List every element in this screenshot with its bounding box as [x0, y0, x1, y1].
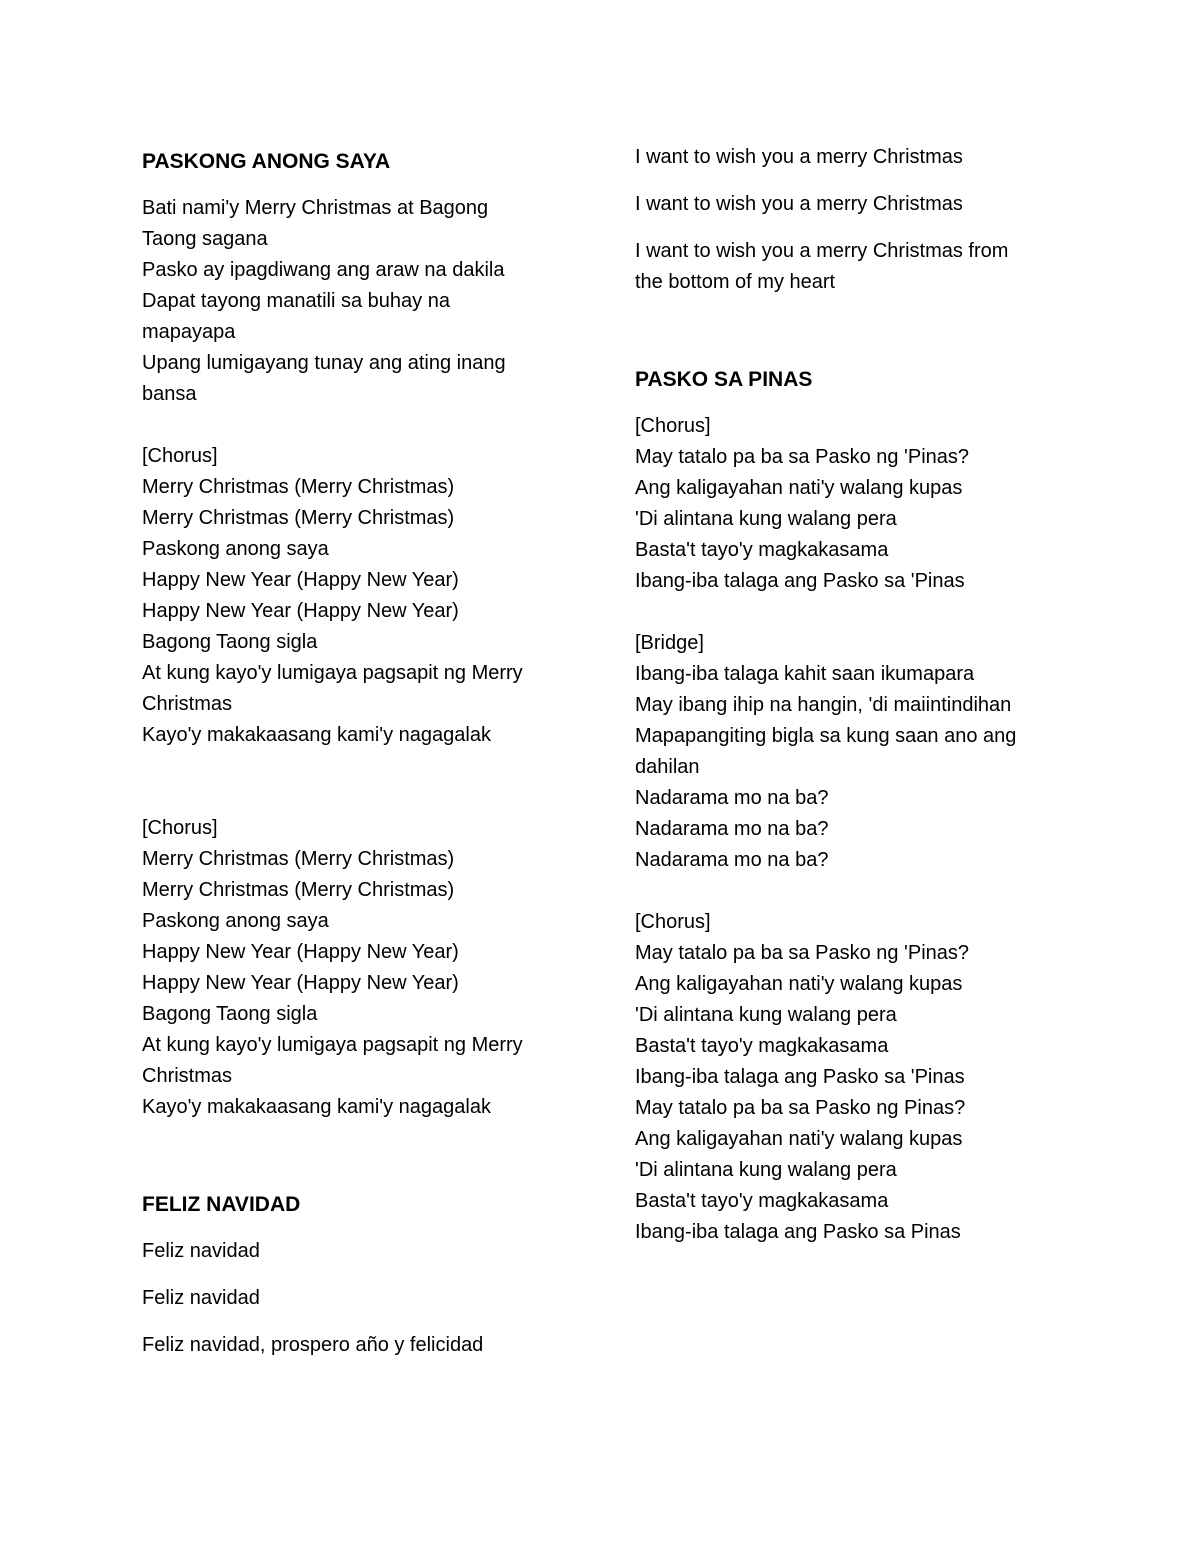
lyric-line: Bati nami'y Merry Christmas at Bagong [142, 197, 489, 219]
right-column [635, 142, 1075, 1248]
left-column [142, 146, 582, 1361]
lyric-line: Happy New Year (Happy New Year) [142, 941, 459, 963]
lyric-line: May tatalo pa ba sa Pasko ng 'Pinas? [635, 446, 970, 468]
lyric-line: Merry Christmas (Merry Christmas) [142, 848, 455, 870]
lyric-line: the bottom of my heart [635, 271, 836, 293]
lyric-line: Feliz navidad, prospero año y felicidad [142, 1334, 484, 1356]
lyric-line: Ibang-iba talaga ang Pasko sa 'Pinas [635, 1066, 965, 1088]
lyric-line: Ang kaligayahan nati'y walang kupas [635, 477, 963, 499]
lyric-line: bansa [142, 383, 197, 405]
lyric-line: [Chorus] [142, 817, 218, 839]
lyric-line: Nadarama mo na ba? [635, 818, 829, 840]
chorus-block [142, 441, 582, 751]
lyric-line: [Bridge] [635, 632, 704, 654]
lyric-line: Paskong anong saya [142, 538, 329, 560]
lyric-paragraph [635, 236, 1075, 298]
lyric-line: Merry Christmas (Merry Christmas) [142, 879, 455, 901]
lyric-line: Ibang-iba talaga kahit saan ikumapara [635, 663, 975, 685]
chorus-block [635, 907, 1075, 1248]
lyric-line: Ibang-iba talaga ang Pasko sa 'Pinas [635, 570, 965, 592]
lyric-line: Happy New Year (Happy New Year) [142, 600, 459, 622]
verse-block [142, 193, 582, 410]
lyric-line: 'Di alintana kung walang pera [635, 508, 897, 530]
lyric-line: Happy New Year (Happy New Year) [142, 972, 459, 994]
lyric-line: Happy New Year (Happy New Year) [142, 569, 459, 591]
lyric-line: 'Di alintana kung walang pera [635, 1004, 897, 1026]
lyric-line: I want to wish you a merry Christmas from [635, 240, 1009, 262]
lyric-line: Christmas [142, 1065, 233, 1087]
lyric-line: Taong sagana [142, 228, 268, 250]
song-title: PASKONG ANONG SAYA [142, 150, 391, 173]
lyric-line: mapayapa [142, 321, 236, 343]
lyric-line: Paskong anong saya [142, 910, 329, 932]
lyric-line: dahilan [635, 756, 700, 778]
lyric-line: I want to wish you a merry Christmas [635, 146, 963, 168]
lyric-line: At kung kayo'y lumigaya pagsapit ng Merry [142, 1034, 523, 1056]
lyric-line: Merry Christmas (Merry Christmas) [142, 507, 455, 529]
lyric-line: Basta't tayo'y magkakasama [635, 1035, 889, 1057]
chorus-block [142, 813, 582, 1123]
lyric-line: Bagong Taong sigla [142, 1003, 318, 1025]
chorus-block [635, 411, 1075, 597]
lyric-line: Kayo'y makakaasang kami'y nagagalak [142, 724, 491, 746]
bridge-block [635, 628, 1075, 876]
lyric-line: Nadarama mo na ba? [635, 787, 829, 809]
lyric-line: Mapapangiting bigla sa kung saan ano ang [635, 725, 1017, 747]
lyric-line: 'Di alintana kung walang pera [635, 1159, 897, 1181]
lyric-line: Pasko ay ipagdiwang ang araw na dakila [142, 259, 505, 281]
lyric-line: Christmas [142, 693, 233, 715]
lyric-line: Upang lumigayang tunay ang ating inang [142, 352, 506, 374]
lyric-line: Ang kaligayahan nati'y walang kupas [635, 973, 963, 995]
lyric-line: Dapat tayong manatili sa buhay na [142, 290, 450, 312]
lyric-line: [Chorus] [142, 445, 218, 467]
lyric-line: [Chorus] [635, 415, 711, 437]
lyric-line: Kayo'y makakaasang kami'y nagagalak [142, 1096, 491, 1118]
lyric-line: [Chorus] [635, 911, 711, 933]
lyric-line: At kung kayo'y lumigaya pagsapit ng Merry [142, 662, 523, 684]
lyric-line: Ang kaligayahan nati'y walang kupas [635, 1128, 963, 1150]
lyric-line: May tatalo pa ba sa Pasko ng Pinas? [635, 1097, 966, 1119]
lyric-line: Basta't tayo'y magkakasama [635, 1190, 889, 1212]
lyric-line: May ibang ihip na hangin, 'di maiintindihan [635, 694, 1012, 716]
lyric-line: Bagong Taong sigla [142, 631, 318, 653]
lyric-line: Ibang-iba talaga ang Pasko sa Pinas [635, 1221, 961, 1243]
lyric-line: May tatalo pa ba sa Pasko ng 'Pinas? [635, 942, 970, 964]
lyric-line: Feliz navidad [142, 1287, 260, 1309]
lyric-line: Merry Christmas (Merry Christmas) [142, 476, 455, 498]
lyric-line: Feliz navidad [142, 1240, 260, 1262]
song-title: FELIZ NAVIDAD [142, 1193, 301, 1216]
lyric-line: Nadarama mo na ba? [635, 849, 829, 871]
lyric-line: I want to wish you a merry Christmas [635, 193, 963, 215]
lyric-line: Basta't tayo'y magkakasama [635, 539, 889, 561]
song-title: PASKO SA PINAS [635, 368, 813, 391]
